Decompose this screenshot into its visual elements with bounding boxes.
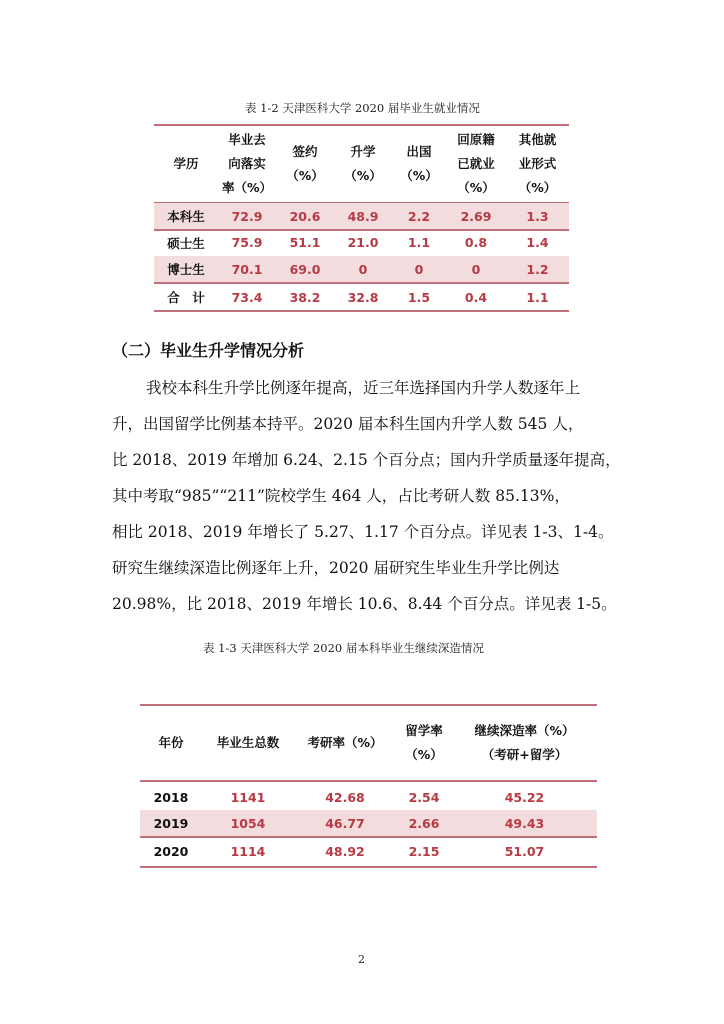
header-abroad-rate: 留学率 （%） [405,723,443,762]
header-abroad: 出国 （%） [400,144,438,183]
paragraph-line: 研究生继续深造比例逐年上升，2020 届研究生毕业生升学比例达 [112,559,560,577]
table-cell: 2.2 [407,208,431,224]
page-number: 2 [358,953,365,966]
table-cell: 48.9 [347,208,379,224]
table-cell: 69.0 [289,261,321,277]
further-study-table [140,704,597,868]
row-label-doctoral: 博士生 [167,262,205,277]
table-top-rule [140,704,597,706]
table-cell: 1.2 [526,261,549,277]
header-education: 学历 [173,156,199,171]
table-cell: 21.0 [347,235,379,250]
table-cell: 0.4 [464,289,488,305]
table-cell: 32.8 [347,289,379,305]
table1-caption: 表 1-2 天津医科大学 2020 届毕业生就业情况 [245,101,480,115]
header-year: 年份 [158,735,184,750]
table-cell: 1114 [230,843,266,859]
row-label-master: 硕士生 [167,235,205,251]
table-cell: 1054 [230,815,266,831]
table-cell: 1.1 [526,289,549,305]
table-cell: 1.5 [407,289,431,305]
row-label-total: 合 计 [167,290,205,305]
header-postgrad-rate: 考研率（%） [307,735,383,750]
header-contract: 签约 （%） [286,144,324,183]
table-cell: 2.54 [408,789,440,805]
table-cell: 1.4 [526,235,549,250]
paragraph-line: 升，出国留学比例基本持平。2020 届本科生国内升学人数 545 人， [112,415,584,433]
header-placement-rate: 毕业去 向落实 率（%） [221,132,273,195]
paragraph-line: 20.98%，比 2018、2019 年增长 10.6、8.44 个百分点。详见表 1-5。 [112,595,617,613]
table-cell: 1.3 [526,208,549,224]
header-further-study: 升学 （%） [344,144,382,183]
header-hometown-employed: 回原籍 已就业 （%） [457,132,495,195]
table-cell: 75.9 [231,235,263,250]
table-cell: 72.9 [231,208,263,224]
table-cell: 48.92 [325,843,365,859]
row-label-2020: 2020 [153,843,189,859]
table-cell: 1.1 [407,235,431,250]
table-cell: 70.1 [231,261,263,277]
header-total-graduates: 毕业生总数 [216,735,280,750]
table-cell: 73.4 [231,289,263,305]
paragraph-line: 其中考取“985”“211”院校学生 464 人，占比考研人数 85.13%， [112,487,570,505]
employment-table [154,124,569,314]
table-cell: 1141 [230,789,266,805]
section-heading: （二）毕业生升学情况分析 [112,341,305,360]
table-cell: 49.43 [504,815,545,831]
header-other-forms: 其他就 业形式 （%） [518,132,557,195]
row-label-2019: 2019 [153,815,189,831]
table-cell: 46.77 [325,815,365,831]
table-cell: 45.22 [504,789,545,805]
table-cell: 20.6 [289,208,321,224]
table-cell: 51.07 [504,843,545,859]
table-cell: 51.1 [289,235,321,250]
table-cell: 2.69 [460,208,492,224]
row-label-undergrad: 本科生 [167,209,205,224]
table-top-rule [154,124,569,126]
header-further-study-rate: 继续深造率（%） （考研+留学） [474,723,575,762]
row-label-2018: 2018 [153,789,189,805]
table-bottom-rule [140,866,597,868]
table-cell: 0 [471,261,481,277]
table-cell: 0 [358,261,368,277]
paragraph-line: 比 2018、2019 年增加 6.24、2.15 个百分点；国内升学质量逐年提高， [112,451,621,469]
table-cell: 38.2 [289,289,321,305]
table-cell: 0.8 [464,235,488,250]
paragraph-line: 相比 2018、2019 年增长了 5.27、1.17 个百分点。详见表 1-3、1-4。 [112,523,614,541]
table-header-rule [140,780,597,782]
table2-caption: 表 1-3 天津医科大学 2020 届本科毕业生继续深造情况 [203,641,484,655]
paragraph-line: 我校本科生升学比例逐年提高，近三年选择国内升学人数逐年上 [146,379,581,397]
table-cell: 2.15 [408,843,440,859]
table-cell: 0 [414,261,424,277]
table-bottom-rule [154,310,569,312]
table-cell: 2.66 [408,815,440,831]
table-cell: 42.68 [325,789,365,805]
